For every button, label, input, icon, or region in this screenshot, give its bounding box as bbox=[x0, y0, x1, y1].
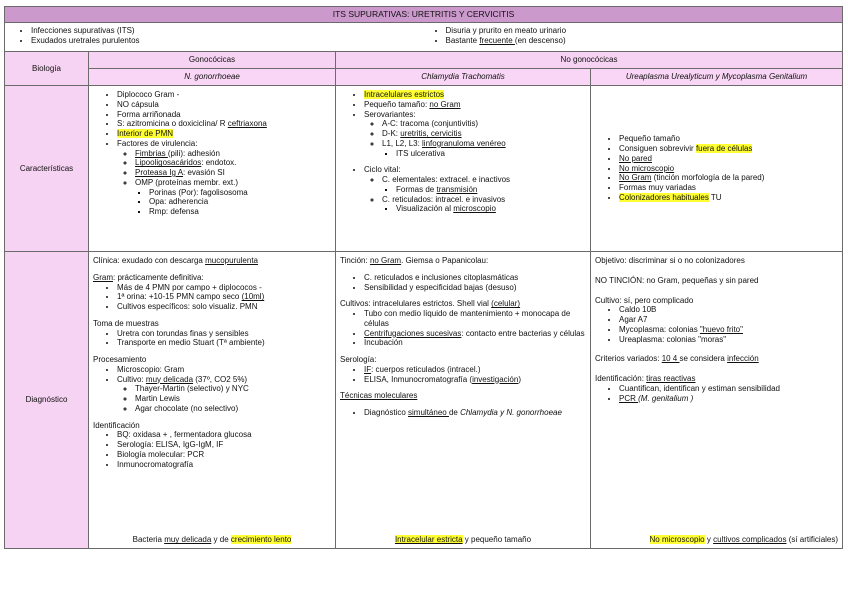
intro-item: • Disuria y prurito en meato urinario bbox=[446, 26, 839, 36]
list-item: ▪ Visualización al microscopio bbox=[396, 204, 586, 214]
header-gonococicas: Gonocócicas bbox=[89, 52, 336, 69]
list-item: • Formas muy variadas bbox=[619, 183, 838, 193]
list-item: • ELISA, Inmunocromatografía (investigación) bbox=[364, 375, 586, 385]
carac-gono-cell bbox=[89, 86, 336, 252]
list-item: • Sensibilidad y especificidad bajas (desuso) bbox=[364, 283, 586, 293]
list-item: ◦ Fimbrias (pili): adhesión bbox=[135, 149, 331, 159]
list-item: ◦ C. elementales: extracel. e inactivos ▪ Formas de transmisión bbox=[382, 175, 586, 195]
list-item: • NO cápsula bbox=[117, 100, 331, 110]
paragraph: Clínica: exudado con descarga mucopurulenta bbox=[93, 256, 258, 265]
list-item: • Ciclo vital: ◦ C. elementales: extracel. e inactivos ▪ Formas de transmisión ◦ C. reticulados: intracel. e invasivos ▪ Visualización al microscopio bbox=[364, 165, 586, 214]
list-item: • Ureaplasma: colonias "moras" bbox=[619, 335, 838, 345]
paragraph: Tinción: no Gram. Giemsa o Papanicolau: bbox=[340, 256, 489, 265]
list-item: • Inmunocromatografía bbox=[117, 460, 331, 470]
list-item: ◦ C. reticulados: intracel. e invasivos ▪ Visualización al microscopio bbox=[382, 195, 586, 215]
summary-footer: Bacteria muy delicada y de crecimiento lento bbox=[132, 535, 292, 545]
list-item: • Transporte en medio Stuart (Tª ambiente) bbox=[117, 338, 331, 348]
list-item: ◦ D-K: uretritis, cervicitis bbox=[382, 129, 586, 139]
list-item: • Colonizadores habituales TU bbox=[619, 193, 838, 203]
list-item: • Tubo con medio líquido de mantenimiento + monocapa de células bbox=[364, 309, 586, 329]
list-item: • Pequeño tamaño: no Gram bbox=[364, 100, 586, 110]
paragraph: Serología: bbox=[340, 355, 377, 364]
intro-item: • Infecciones supurativas (ITS) bbox=[31, 26, 424, 36]
list-item: • Interior de PMN bbox=[117, 129, 331, 139]
list-item: • No microscopio bbox=[619, 164, 838, 174]
list-item: ◦ Thayer-Martin (selectivo) y NYC bbox=[135, 384, 331, 394]
list-item: • 1ª orina: +10-15 PMN campo seco (10ml) bbox=[117, 292, 331, 302]
diag-gono-cell bbox=[89, 252, 336, 549]
intro-row bbox=[5, 23, 843, 52]
list-item: • No pared bbox=[619, 154, 838, 164]
summary-footer: No microscopio y cultivos complicados (sí artificiales) bbox=[649, 535, 839, 545]
list-item: • C. reticulados e inclusiones citoplasmáticas bbox=[364, 273, 586, 283]
list-item: ◦ Martin Lewis bbox=[135, 394, 331, 404]
list-item: • Diagnóstico simultáneo de Chlamydia y N. gonorrhoeae bbox=[364, 408, 586, 418]
list-item: • Pequeño tamaño bbox=[619, 134, 838, 144]
list-item: • Diplococo Gram - bbox=[117, 90, 331, 100]
list-item: • Serología: ELISA, IgG-IgM, IF bbox=[117, 440, 331, 450]
list-item: ▪ ITS ulcerativa bbox=[396, 149, 586, 159]
list-item: • Cuantifican, identifican y estiman sensibilidad bbox=[619, 384, 838, 394]
header-no-gonococicas: No gonocócicas bbox=[336, 52, 843, 69]
list-item: • PCR (M. genitalium ) bbox=[619, 394, 838, 404]
list-item: • Biología molecular: PCR bbox=[117, 450, 331, 460]
list-item: • Intracelulares estrictos bbox=[364, 90, 586, 100]
list-item: • IF: cuerpos reticulados (intracel.) bbox=[364, 365, 586, 375]
list-item: • Agar A7 bbox=[619, 315, 838, 325]
diag-chla-cell bbox=[336, 252, 591, 549]
list-item: ◦ Lipooligosacáridos: endotox. bbox=[135, 158, 331, 168]
intro-item: • Exudados uretrales purulentos bbox=[31, 36, 424, 46]
header-chlamydia: Chlamydia Trachomatis bbox=[336, 69, 591, 86]
list-item: ▪ Rmp: defensa bbox=[149, 207, 331, 217]
paragraph: Toma de muestras bbox=[93, 318, 159, 328]
list-item: • Más de 4 PMN por campo + diplococos - bbox=[117, 283, 331, 293]
paragraph: Procesamiento bbox=[93, 355, 147, 364]
list-item: ◦ L1, L2, L3: linfogranuloma venéreo ▪ ITS ulcerativa bbox=[382, 139, 586, 159]
list-item: • Centrifugaciones sucesivas: contacto entre bacterias y células bbox=[364, 329, 586, 339]
paragraph: Gram: prácticamente definitiva: bbox=[93, 272, 204, 282]
list-item: • Cultivos específicos: solo visualiz. PMN bbox=[117, 302, 331, 312]
paragraph: Cultivo: sí, pero complicado bbox=[595, 295, 694, 305]
list-item: • Serovariantes: ◦ A-C: tracoma (conjuntivitis) ◦ D-K: uretritis, cervicitis ◦ L1, L2, L3: linfogranuloma venéreo ▪ ITS ulcerativa bbox=[364, 110, 586, 159]
list-item: • Uretra con torundas finas y sensibles bbox=[117, 329, 331, 339]
row-header-caracteristicas: Características bbox=[5, 86, 89, 252]
paragraph: Técnicas moleculares bbox=[340, 391, 418, 401]
paragraph: Identificación bbox=[93, 420, 140, 430]
list-item: • Incubación bbox=[364, 338, 586, 348]
list-item: • Cultivo: muy delicada (37º, CO2 5%) ◦ Thayer-Martin (selectivo) y NYC ◦ Martin Lewis ◦ Agar chocolate (no selectivo) bbox=[117, 375, 331, 414]
header-n-gonorrhoeae: N. gonorrhoeae bbox=[89, 69, 336, 86]
summary-table bbox=[4, 6, 843, 549]
row-header-biologia: Biología bbox=[5, 52, 89, 86]
list-item: • Forma arriñonada bbox=[117, 110, 331, 120]
intro-item: • Bastante frecuente (en descenso) bbox=[446, 36, 839, 46]
diag-urea-cell bbox=[591, 252, 843, 549]
paragraph: Criterios variados: 10 4 se considera infección bbox=[595, 354, 759, 364]
list-item: ◦ A-C: tracoma (conjuntivitis) bbox=[382, 119, 586, 129]
paragraph: Objetivo: discriminar si o no colonizadores bbox=[595, 256, 745, 265]
list-item: ▪ Porinas (Por): fagolisosoma bbox=[149, 188, 331, 198]
list-item: • Microscopio: Gram bbox=[117, 365, 331, 375]
list-item: ◦ Agar chocolate (no selectivo) bbox=[135, 404, 331, 414]
list-item: ◦ Proteasa Ig A: evasión SI bbox=[135, 168, 331, 178]
list-item: • Factores de virulencia: ◦ Fimbrias (pili): adhesión ◦ Lipooligosacáridos: endotox. ◦ Proteasa Ig A: evasión SI ◦ OMP (proteínas membr. ext.) ▪ Porinas (Por): fagolisosoma ▪ Opa: adherencia ▪ Rmp: defensa bbox=[117, 139, 331, 217]
paragraph: Identificación: tiras reactivas bbox=[595, 374, 696, 383]
header-ureaplasma: Ureaplasma Urealyticum y Mycoplasma Genitalium bbox=[591, 69, 843, 86]
list-item: ▪ Opa: adherencia bbox=[149, 197, 331, 207]
intro-left-list bbox=[9, 26, 424, 51]
list-item: ▪ Formas de transmisión bbox=[396, 185, 586, 195]
list-item: • Consiguen sobrevivir fuera de células bbox=[619, 144, 838, 154]
paragraph: Cultivos: intracelulares estrictos. Shell vial (celular) bbox=[340, 299, 521, 309]
intro-right-list bbox=[424, 26, 839, 51]
list-item: • Mycoplasma: colonias "huevo frito" bbox=[619, 325, 838, 335]
list-item: • No Gram (tinción morfología de la pared) bbox=[619, 173, 838, 183]
carac-urea-cell bbox=[591, 86, 843, 252]
paragraph: NO TINCIÓN: no Gram, pequeñas y sin pared bbox=[595, 275, 759, 285]
list-item: ◦ OMP (proteínas membr. ext.) ▪ Porinas (Por): fagolisosoma ▪ Opa: adherencia ▪ Rmp: defensa bbox=[135, 178, 331, 217]
list-item: • S: azitromicina o doxiciclina/ R ceftriaxona bbox=[117, 119, 331, 129]
list-item: • BQ: oxidasa + , fermentadora glucosa bbox=[117, 430, 331, 440]
list-item: • Caldo 10B bbox=[619, 305, 838, 315]
summary-footer: Intracelular estricta y pequeño tamaño bbox=[394, 535, 532, 545]
page-title: ITS SUPURATIVAS: URETRITIS Y CERVICITIS bbox=[5, 7, 843, 23]
row-header-diagnostico: Diagnóstico bbox=[5, 252, 89, 549]
carac-chla-cell bbox=[336, 86, 591, 252]
